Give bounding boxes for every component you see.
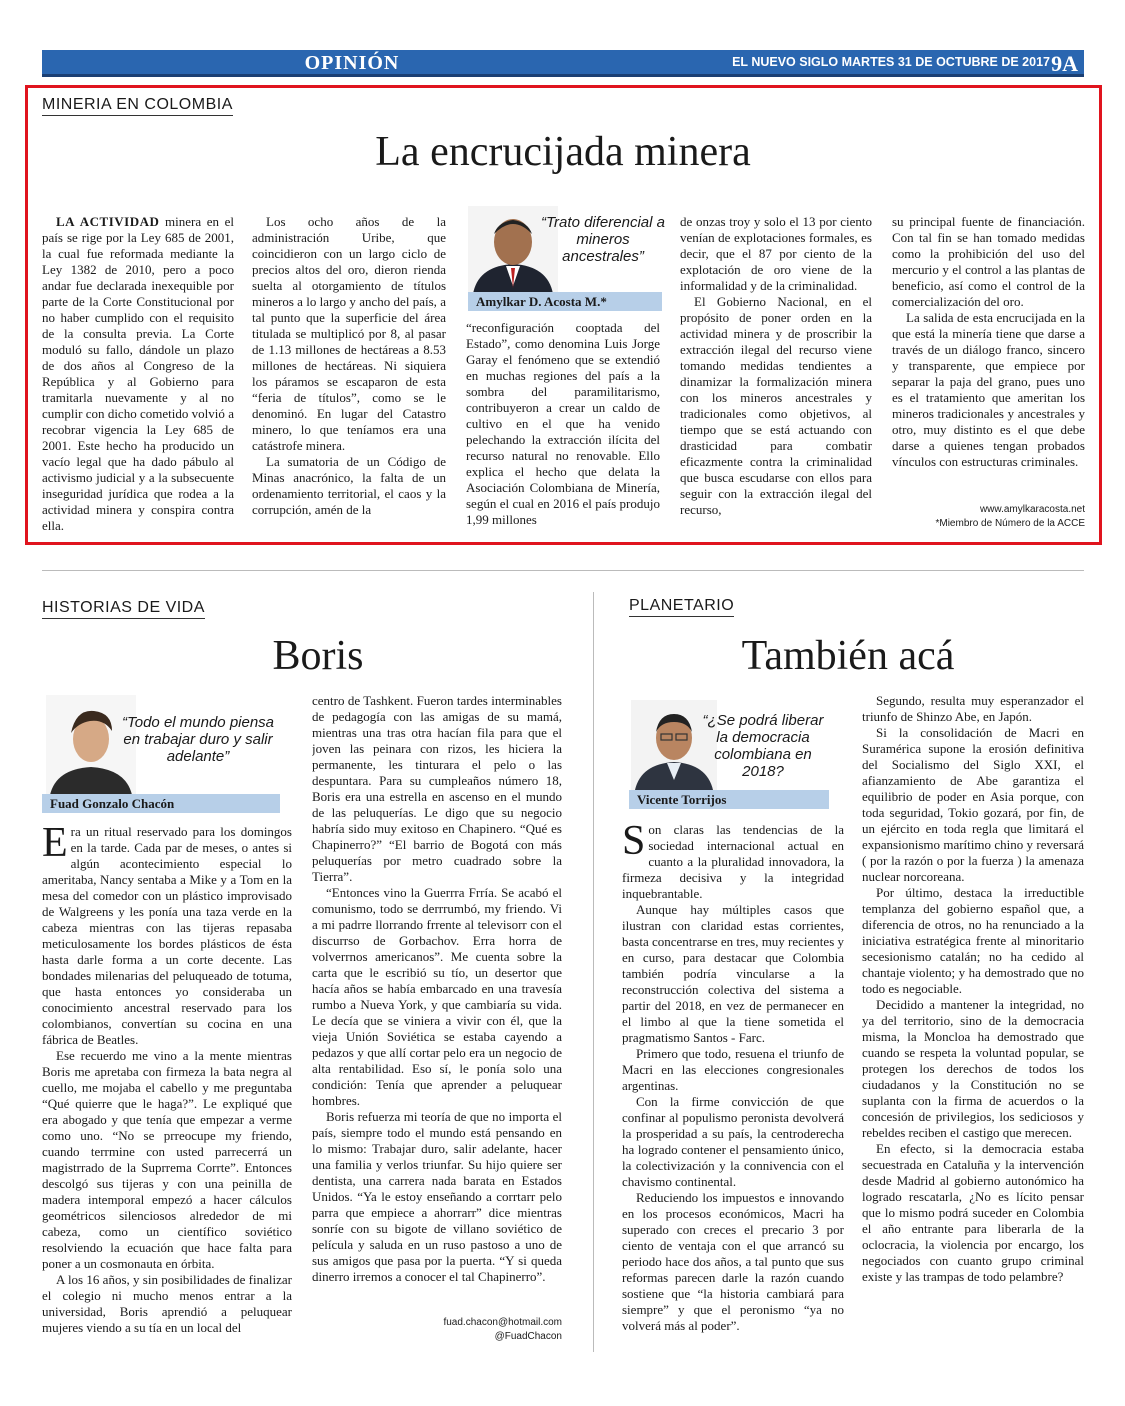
article1-col5-para-1: su principal fuente de financiación. Con tal fin se han tomado medidas como la prohibición del uso del mercurio y el control a las plantas de beneficio, así como el control de la comercialización del oro. — [892, 214, 1085, 309]
article3-pull-quote: “¿Se podrá liberar la democracia colombiana en 2018? — [702, 712, 824, 780]
article1-author: Amylkar D. Acosta M.* — [468, 292, 662, 311]
article1-column-3 — [466, 320, 660, 532]
article1-affiliation: *Miembro de Número de la ACCE — [935, 518, 1085, 529]
page-number: 9A — [1051, 51, 1078, 76]
article3-col1-para-2: Aunque hay múltiples casos que ilustran con claridad estas corrientes, basta concentrarse en tres, muy recientes y en curso, para destacar que Colombia también podría vincularse a la reconstrucción colectiva del sistema a partir del 2018, en vez de permanecer en el limbo al que la tiene sometida el pragmatismo Santos - Farc. — [622, 902, 844, 1045]
article3-col1-para-5: Reduciendo los impuestos e innovando en los procesos económicos, Macri ha superado con creces el precario 3 por ciento de ventaja con el que arrancó su periodo hace dos años, a tal punto que sus reformas parecen darle la razón cuando sostiene que “la historia cambiará para siempre” y que el peronismo “ya no volverá más al poder”. — [622, 1190, 844, 1333]
article1-website: www.amylkaracosta.net — [979, 504, 1085, 515]
article1-column-4 — [680, 214, 872, 532]
article1-column-2 — [252, 214, 446, 544]
article2-author: Fuad Gonzalo Chacón — [42, 794, 280, 813]
article2-column-1 — [42, 824, 292, 1354]
section-title: OPINIÓN — [304, 52, 400, 74]
article2-col1-para-2: Ese recuerdo me vino a la mente mientras Boris me apretaba con firmeza la bata negra al cuello, me mojaba el cabello y me preguntaba “Qué quierre que le haga?”. Le expliqué que era abogado y que tenía que empezar a verme como uno. “No se prreocupe my friendo, cuando terrmine con usted parrecerrá un magistrrado de la Suprrema Corrte”. Entonces descolgó sus tijeras y con una peinilla de madera intemporal empezó a hacer cálculos geométricos silenciosos alrededor de mi cabeza, como un científico soviético resolviendo la ecuación que hace falta para poner a un cosmonauta en órbita. — [42, 1048, 292, 1271]
article1-lead: LA ACTIVIDAD — [56, 214, 160, 229]
article3-col2-para-5: En efecto, si la democracia estaba secuestrada en Cataluña y la intervención desde Madrid al gobierno autonómico ha logrado rescatarla, ¿No es lícito pensar que lo mismo podrá suceder en Colombia el año entrante para liberarla de la oclocracia, la violencia por encargo, los negociados con cuanto grupo criminal existe y las trampas de todo pelambre? — [862, 1141, 1084, 1284]
article3-column-1 — [622, 822, 844, 1350]
article3-col1-para-1: on claras las tendencias de la sociedad internacional actual en cuanto a la pluralidad innovadora, la firmeza decisiva y la integridad inquebrantable. — [622, 822, 844, 901]
page-masthead — [42, 50, 1084, 77]
article3-col2-para-3: Por último, destaca la irreductible templanza del gobierno español que, a diferencia de otros, no ha renunciado a la iniciativa estratégica frente al minoritario secesionismo catalán; no ha cedido al chantaje violento; y ha demostrado que no todo es negociable. — [862, 885, 1084, 996]
article1-col4-para-1: de onzas troy y solo el 13 por ciento venían de explotaciones formales, es decir, que el 87 por ciento de la explotación de oro viene de la informalidad y de la criminalidad. — [680, 214, 872, 293]
article1-headline: La encrucijada minera — [375, 129, 751, 175]
article2-col2-para-1: centro de Tashkent. Fueron tardes interminables de pedagogía con las amigas de su mamá, mientras una tras otra hacían fila para que el joven las peinara con rizos, les hiciera la permanente, les tinturara el pelo o las despuntara. Para su cumpleaños número 18, Boris era una estrella en ascenso en el mundo de las peluquerías. Le digo que su negocio habría sido muy exitoso en Chapinero. “Qué es Chapinerro?” “El barrio de Bogotá con más peluquerías por metro cuadrado sobre la Tierra”. — [312, 693, 562, 884]
article2-dropcap: E — [42, 824, 68, 866]
article1-column-1 — [42, 214, 234, 532]
article2-col2-para-2: “Entonces vino la Guerrra Frría. Se acabó el comunismo, todo se derrrumbó, my friendo. Vi a mi padrre llorrando frrente al televisorr con el discurrso de Gorbachov. Erra horra de volverrnos americanos”. Me cuenta sobre la carta que le escribió su tío, un desertor que hacía años se había embarcado en una travesía rumbo a Nueva York, y que cambiaría su vida. Le decía que se viniera a vivir con él, que la vieja Unión Soviética se estaba cayendo a pedazos y que allí cortar pelo era un negocio de alta rentabilidad. Eso sí, le ponía solo una condición: Tenía que aprender a peluquear hombres. — [312, 885, 562, 1108]
article2-headline: Boris — [272, 633, 364, 679]
article3-author: Vicente Torrijos — [629, 790, 829, 809]
article1-col5-para-2: La salida de esta encrucijada en la que está la minería tiene que darse a través de un diálogo franco, sincero y transparente, que empiece por separar la paja del grano, pues uno es el tratamiento que ameritan los mineros tradicionales y ancestrales y otro, muy distinto es el que debe darse a quienes tengan probados vínculos con estructuras criminales. — [892, 310, 1085, 469]
article2-col1-para-1: ra un ritual reservado para los domingos en la tarde. Cada par de meses, o antes si algún acontecimiento especial lo ameritaba, Nancy sentaba a Mike y a Tom en la mesa del comedor con un plástico improvisado de Walgreens y les ponía una taza verde en la cabeza mientras con las tijeras repasaba meticulosamente los bordes plásticos de ésta hasta darle forma a un corte decente. Las bondades milenarias del peluqueado de totuma, que hasta entonces yo consideraba un conocimiento ancestral reservado para los colombianos, convertían su cocina en una fábrica de Beatles. — [42, 824, 292, 1047]
column-divider — [593, 592, 594, 1352]
article3-headline: También acá — [741, 633, 955, 679]
article3-dropcap: S — [622, 822, 646, 864]
article3-col2-para-4: Decidido a mantener la integridad, no ya del territorio, sino de la democracia misma, la Moncloa ha demostrado que cuando se respeta la voluntad popular, se protegen los derechos de todos los ciudadanos y la Constitución no se suplanta con la firma de acuerdos o la concesión de privilegios, los sediciosos y rebeldes reciben el castigo que merecen. — [862, 997, 1084, 1140]
article2-handle[interactable]: @FuadChacon — [494, 1331, 562, 1342]
article1-col3-text: “reconfiguración cooptada del Estado”, como denomina Luis Jorge Garay el fenómeno que se extendió en muchas regiones del país a la sombra del paramilitarismo, contribuyeron a crear un caldo de cultivo en el que ha venido pelechando la extracción ilícita del recurso natural no renovable. Ello explica el hecho que delata la Asociación Colombiana de Minería, según el cual en 2016 el país produjo 1,99 millones — [466, 320, 660, 527]
article3-column-2 — [862, 693, 1084, 1353]
article1-col2-para-1: Los ocho años de la administración Uribe, que coincidieron con un largo ciclo de precios altos del oro, dieron rienda suelta al otorgamiento de títulos mineros a lo largo y ancho del país, a tal punto que la superficie del área titulada se multiplicó por 8, al pasar de 1.13 millones de hectáreas a 8.53 millones de hectáreas. Ni siquiera los páramos se escaparon de esta “feria de títulos”, como se le denominó. En lugar del Catastro minero, lo que teníamos era una catástrofe minera. — [252, 214, 446, 453]
masthead-date: EL NUEVO SIGLO MARTES 31 DE OCTUBRE DE 2017 — [732, 55, 1050, 69]
article1-col1-text: minera en el país se rige por la Ley 685 de 2001, la cual fue reformada mediante la Ley 1382 de 2010, pero a poco andar fue declarada inexequible por parte de la Corte Constitucional por no haber cumplido con el requisito de la consulta previa. La Corte moduló su fallo, dándole un plazo de dos años al Congreso de la República y al Gobierno para tramitarla nuevamente y al no cumplir con dicho cometido volvió a recobrar vigencia la Ley 685 de 2001. Este hecho ha producido un vacío legal que ha dado pábulo al activismo judicial y a la subsecuente inseguridad jurídica que rodea a la actividad minera y conspira contra ella. — [42, 214, 234, 532]
article3-col1-para-4: Con la firme convicción de que confinar al populismo peronista devolverá la prosperidad a su país, la centroderecha ha logrado contener el pensamiento único, la colectivización y la connivencia con el chavismo continental. — [622, 1094, 844, 1189]
article3-col2-para-1: Segundo, resulta muy esperanzador el triunfo de Shinzo Abe, en Japón. — [862, 693, 1084, 724]
article1-col2-para-2: La sumatoria de un Código de Minas anacrónico, la falta de un ordenamiento territorial, el caos y la corrupción, amén de la — [252, 454, 446, 517]
article1-pull-quote: “Trato diferencial a mineros ancestrales” — [541, 214, 665, 265]
article2-pull-quote: “Todo el mundo piensa en trabajar duro y salir adelante” — [121, 714, 275, 765]
article1-signature — [892, 503, 1085, 531]
article3-kicker: PLANETARIO — [629, 597, 734, 617]
section-divider — [42, 570, 1084, 571]
article3-col2-para-2: Si la consolidación de Macri en Suramérica supone la erosión definitiva del Socialismo del Siglo XXI, el afianzamiento de Abe garantiza el equilibrio de poder en Asia porque, con toda seguridad, Tokio gozará, por fin, de un ejército en toda regla que limitará el expansionismo marítimo chino y reversará ( por la razón o por la fuerza ) la amenaza nuclear norcoreana. — [862, 725, 1084, 884]
article1-column-5 — [892, 214, 1085, 502]
article2-col1-para-3: A los 16 años, y sin posibilidades de finalizar el colegio ni mucho menos entrar a la universidad, Boris aprendió a peluquear mujeres viendo a su tía en un local del — [42, 1272, 292, 1335]
article1-kicker: MINERIA EN COLOMBIA — [42, 96, 233, 116]
article1-col4-para-2: El Gobierno Nacional, en el propósito de poner orden en la actividad minera y de proscribir la extracción ilegal del recurso viene tomando medidas tendientes a dinamizar la formalización minera con los mineros ancestrales y tradicionales como objetivos, al tiempo que se está actuando con drasticidad para combatir eficazmente contra la criminalidad que busca escudarse con ellos para seguir con la extracción ilegal del recurso, — [680, 294, 872, 517]
article2-email[interactable]: fuad.chacon@hotmail.com — [443, 1317, 562, 1328]
article2-kicker: HISTORIAS DE VIDA — [42, 599, 205, 619]
article2-column-2 — [312, 693, 562, 1315]
article2-signature — [312, 1316, 562, 1344]
article3-col1-para-3: Primero que todo, resuena el triunfo de Macri en las elecciones congresionales argentinas. — [622, 1046, 844, 1093]
article2-col2-para-3: Boris refuerza mi teoría de que no importa el país, siempre todo el mundo está pensando en lo mismo: Trabajar duro, salir adelante, hacer una familia y verlos triunfar. Su hijo quiere ser dentista, una carrera nada barata en Estados Unidos. “Ya le estoy enseñando a corrtarr pelo parra que empiece a ahorrarr” dice mientras sonríe con su bigote de villano soviético de película y saluda en un ruso pastoso a uno de sus amigos que pasa por la puerta. “Y si queda dinerro irremos a conocer el tal Chapinerro”. — [312, 1109, 562, 1284]
